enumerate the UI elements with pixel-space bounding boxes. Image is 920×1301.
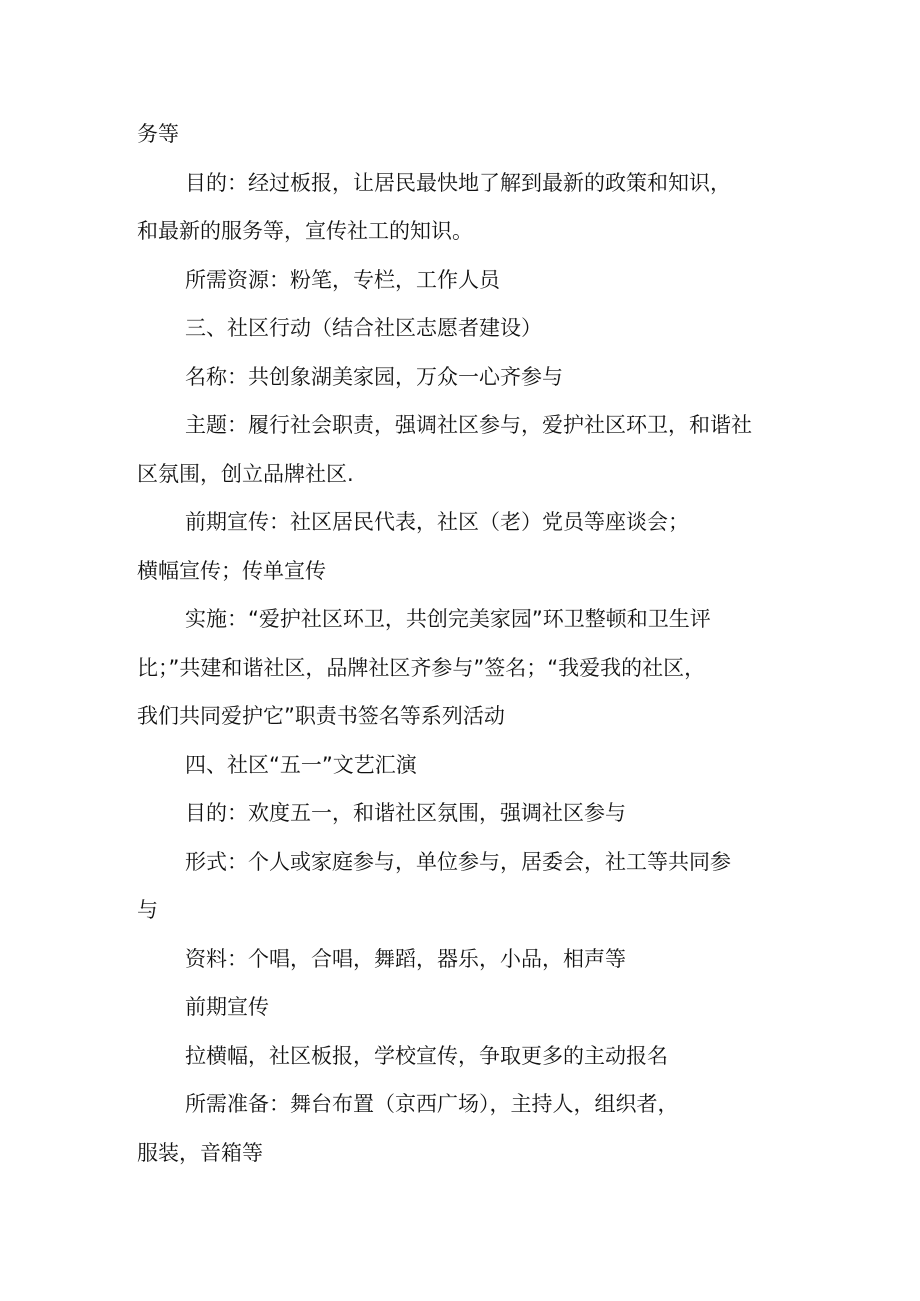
text-line: 所需资源：粉笔，专栏，工作人员	[185, 267, 500, 292]
text-line: 实施：“爱护社区环卫，共创完美家园”环卫整顿和卫生评	[185, 607, 711, 631]
text-line: 目的：经过板报，让居民最快地了解到最新的政策和知识，	[185, 170, 731, 195]
text-line: 主题：履行社会职责，强调社区参与，爱护社区环卫，和谐社	[185, 413, 752, 437]
text-line: 前期宣传：社区居民代表，社区（老）党员等座谈会；	[185, 510, 689, 534]
text-line: 服装，音箱等	[137, 1140, 263, 1165]
text-line: 名称：共创象湖美家园，万众一心齐参与	[185, 364, 563, 389]
text-line: 资料：个唱，合唱，舞蹈，器乐，小品，相声等	[185, 946, 626, 971]
text-line: 务等	[137, 122, 179, 146]
text-line: 前期宣传	[185, 995, 269, 1019]
text-line: 横幅宣传；传单宣传	[137, 558, 326, 583]
text-line: 拉横幅，社区板报，学校宣传，争取更多的主动报名	[185, 1043, 668, 1068]
text-line: 区氛围，创立品牌社区.	[137, 461, 354, 486]
text-line: 目的：欢度五一，和谐社区氛围，强调社区参与	[185, 801, 626, 825]
text-line: 比；”共建和谐社区，品牌社区齐参与”签名；“我爱我的社区，	[137, 655, 706, 680]
text-line: 与	[137, 898, 158, 922]
text-line: 形式：个人或家庭参与，单位参与，居委会，社工等共同参	[185, 849, 731, 874]
text-line: 所需准备：舞台布置（京西广场），主持人，组织者，	[185, 1092, 679, 1116]
text-line: 和最新的服务等，宣传社工的知识。	[137, 219, 473, 243]
section-heading: 三、社区行动（结合社区志愿者建设）	[185, 316, 542, 340]
document-body	[137, 110, 797, 1177]
section-heading: 四、社区“五一”文艺汇演	[185, 752, 417, 777]
text-line: 我们共同爱护它”职责书签名等系列活动	[137, 704, 505, 728]
